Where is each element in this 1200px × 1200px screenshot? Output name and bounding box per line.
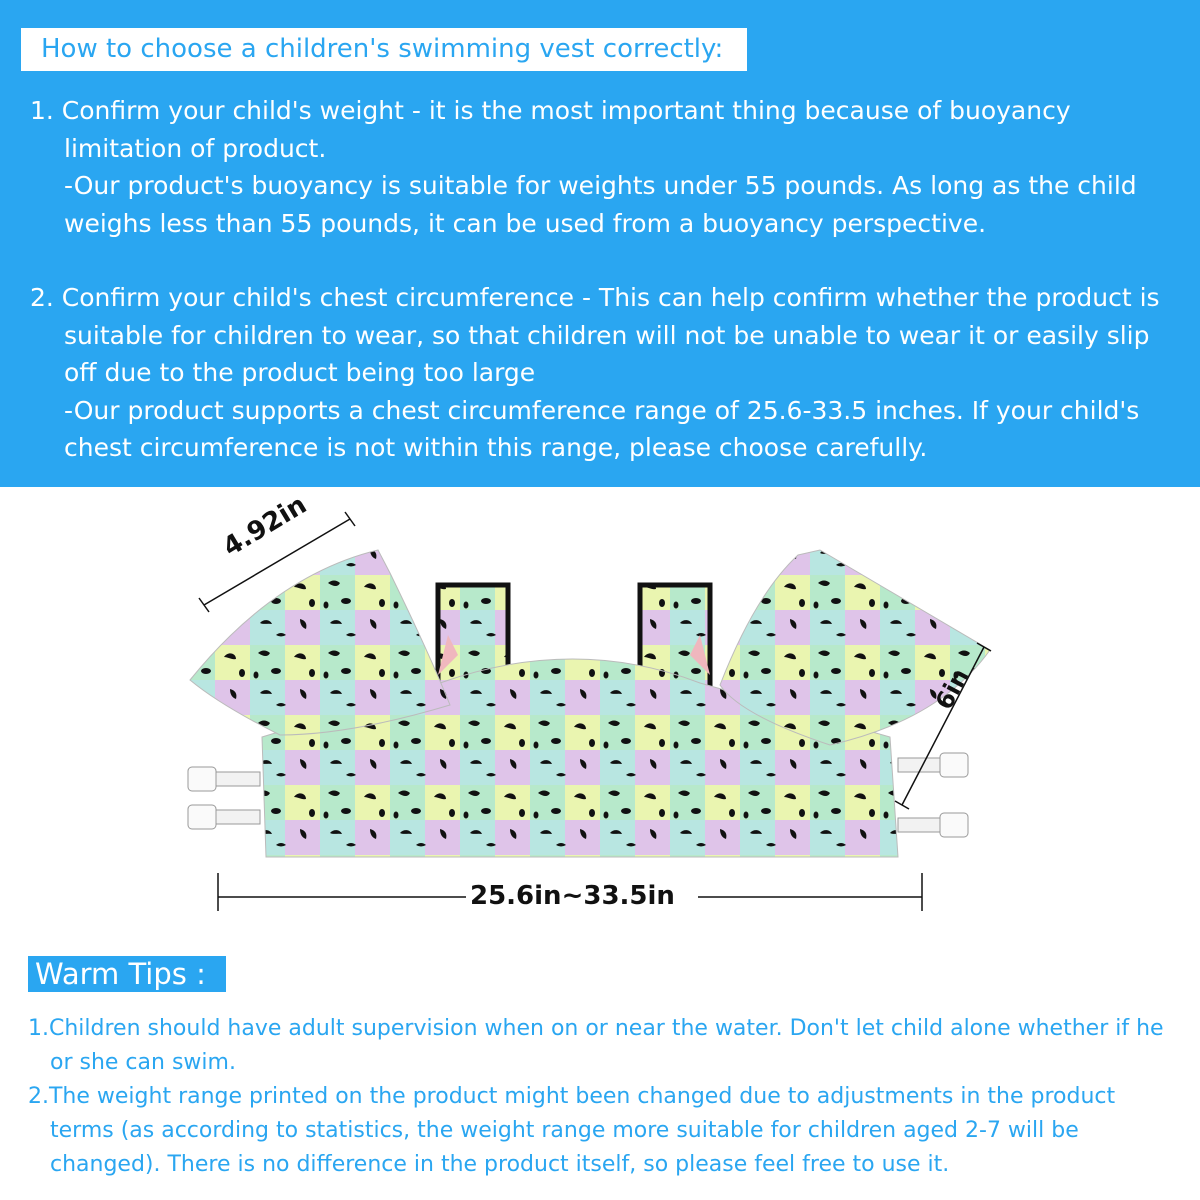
left-buckles (188, 767, 260, 829)
warm-tips-list (28, 1012, 1178, 1182)
swim-vest-image (180, 505, 1020, 925)
warm-tips-heading: Warm Tips : (28, 956, 226, 992)
step-chest (30, 279, 1170, 467)
arm-width-label: 4.92in (218, 489, 312, 563)
step-weight (30, 92, 1170, 242)
chest-circumference-label: 25.6in~33.5in (470, 881, 675, 911)
tip-item: 1.Children should have adult supervision when on or near the water. Don't let child alone whether if he or she can swim. (28, 1016, 1164, 1075)
product-diagram (180, 489, 1020, 925)
step-chest-detail: -Our product supports a chest circumference range of 25.6-33.5 inches. If your child's chest circumference is not within this range, please choose carefully. (64, 395, 1140, 462)
step-weight-main: 1. Confirm your child's weight - it is the most important thing because of buoyancy limitation of product. (30, 96, 1071, 163)
instructions-panel (0, 0, 1200, 487)
step-chest-main: 2. Confirm your child's chest circumference - This can help confirm whether the product is suitable for children to wear, so that children will not be unable to wear it or easily slip off due to the product being too large (30, 283, 1160, 387)
step-weight-detail: -Our product's buoyancy is suitable for weights under 55 pounds. As long as the child weighs less than 55 pounds, it can be used from a buoyancy perspective. (64, 171, 1137, 238)
tip-item: 2.The weight range printed on the product might been changed due to adjustments in the product terms (as according to statistics, the weight range more suitable for children aged 2-7 will be changed). There is no difference in the product itself, so please feel free to use it. (28, 1084, 1116, 1177)
arm-height-label: 6in (930, 663, 975, 715)
instructions-title: How to choose a children's swimming vest correctly: (21, 28, 747, 71)
right-buckles (898, 753, 968, 837)
